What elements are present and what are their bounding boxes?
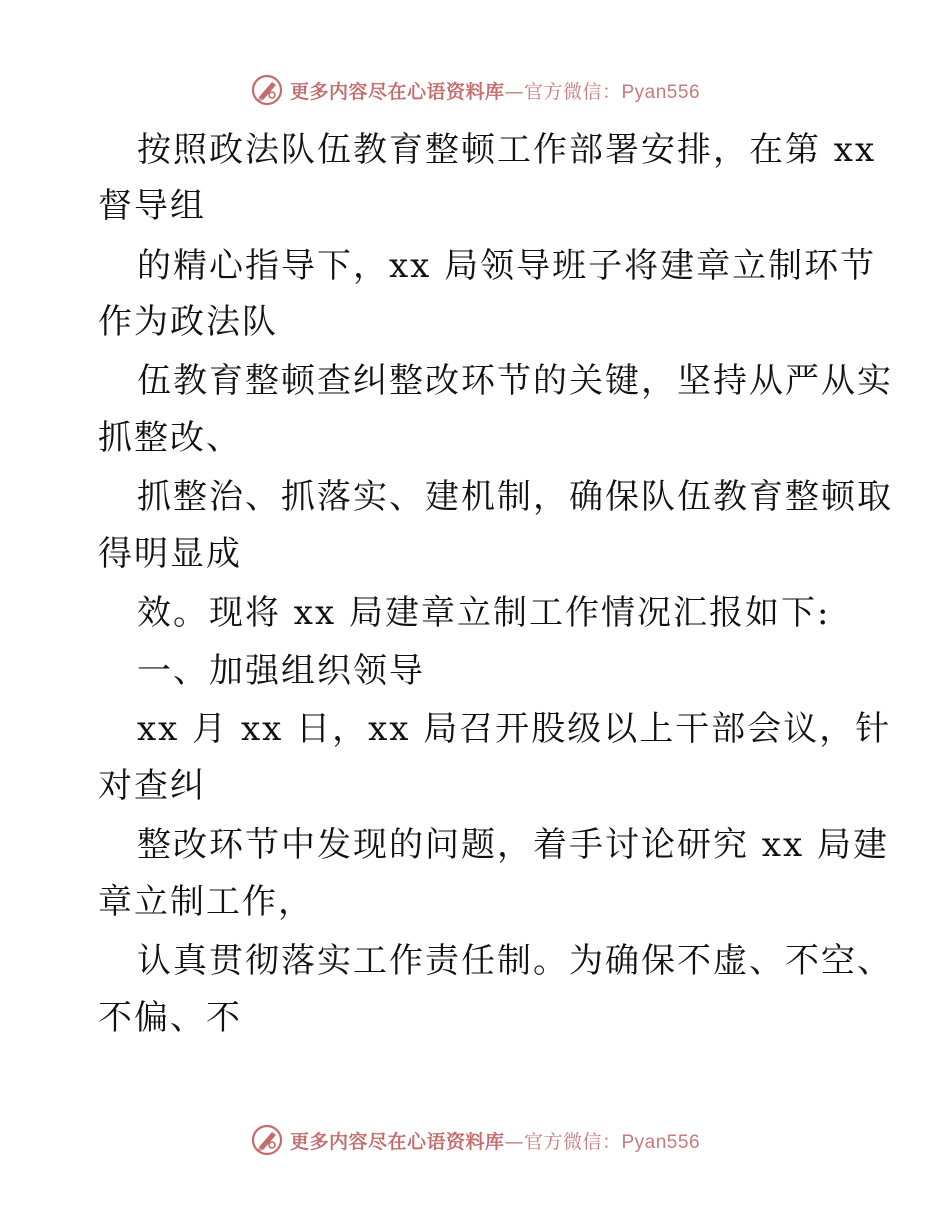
paragraph-2-line-2: 作为政法队: [98, 302, 278, 342]
paragraph-7-line-2: 对查纠: [98, 766, 206, 806]
paragraph-1-line-2: 督导组: [98, 186, 206, 226]
pen-seal-logo-icon: [250, 1123, 284, 1157]
section-heading-1: 一、加强组织领导: [137, 651, 425, 691]
watermark-header: [0, 70, 950, 110]
watermark-footer: [0, 1120, 950, 1160]
pen-seal-logo-icon: [250, 73, 284, 107]
paragraph-1-line-1: 按照政法队伍教育整顿工作部署安排，在第 xx: [137, 130, 877, 170]
watermark-label: 更多内容尽在心语资料库: [289, 1130, 505, 1153]
paragraph-3-line-1: 伍教育整顿查纠整改环节的关键，坚持从严从实: [137, 361, 893, 401]
paragraph-7-line-1: xx 月 xx 日，xx 局召开股级以上干部会议，针: [137, 709, 892, 749]
paragraph-4-line-1: 抓整治、抓落实、建机制，确保队伍教育整顿取: [137, 477, 893, 517]
watermark-text: [290, 1127, 700, 1154]
paragraph-9-line-2: 不偏、不: [98, 998, 242, 1038]
watermark-contact-label: 官方微信：: [523, 80, 622, 103]
watermark-separator: —: [504, 1130, 524, 1153]
watermark-wechat-id: Pyan556: [621, 1131, 701, 1153]
paragraph-2-line-1: 的精心指导下，xx 局领导班子将建章立制环节: [137, 246, 877, 286]
watermark-wechat-id: Pyan556: [621, 81, 701, 103]
watermark-contact-label: 官方微信：: [523, 1130, 622, 1153]
paragraph-5-line-1: 效。现将 xx 局建章立制工作情况汇报如下:: [137, 593, 831, 633]
paragraph-8-line-1: 整改环节中发现的问题，着手讨论研究 xx 局建: [137, 825, 889, 865]
watermark-separator: —: [504, 80, 524, 103]
paragraph-4-line-2: 得明显成: [98, 534, 242, 574]
paragraph-8-line-2: 章立制工作，: [98, 882, 314, 922]
paragraph-3-line-2: 抓整改、: [98, 418, 242, 458]
watermark-label: 更多内容尽在心语资料库: [289, 80, 505, 103]
watermark-text: [290, 77, 700, 104]
paragraph-9-line-1: 认真贯彻落实工作责任制。为确保不虚、不空、: [137, 941, 893, 981]
